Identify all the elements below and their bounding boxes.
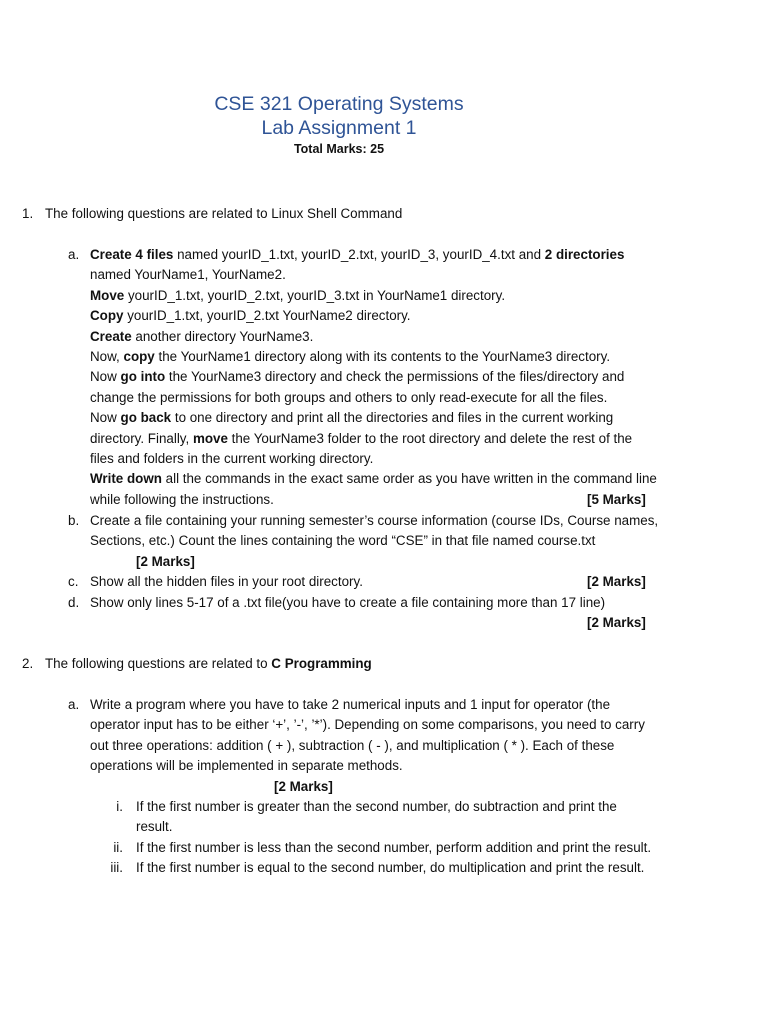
text-line: Sections, etc.) Count the lines containing the word “CSE” in that file named course.txt <box>90 533 596 549</box>
text-line: Now go back to one directory and print all the directories and files in the current working <box>90 410 614 426</box>
marks-label: [2 Marks] <box>274 778 333 794</box>
question-number: 1. <box>22 206 34 221</box>
item-label: ii. <box>113 840 123 855</box>
item-label: d. <box>68 595 80 610</box>
question-number: 2. <box>22 656 34 671</box>
question-1d <box>68 593 688 634</box>
item-label: iii. <box>110 860 123 875</box>
text-line <box>90 552 688 572</box>
question-1c <box>68 572 688 592</box>
question-text: The following questions are related to <box>45 656 272 671</box>
question-1b <box>68 511 688 572</box>
text-line: If the first number is equal to the second number, do multiplication and print the result. <box>136 860 645 875</box>
text-line: operator input has to be either ‘+’, ’-’, ’*’). Depending on some comparisons, you need to carry <box>90 717 645 733</box>
item-label: a. <box>68 247 80 262</box>
marks-label: [2 Marks] <box>587 615 646 631</box>
text-line: named YourName1, YourName2. <box>90 267 286 283</box>
question-1a <box>68 245 688 510</box>
question-2a <box>68 695 688 797</box>
text-line: Create 4 files named yourID_1.txt, yourID_2.txt, yourID_3, yourID_4.txt and 2 directories <box>90 247 625 262</box>
text-line: Show all the hidden files in your root directory. [2 Marks] <box>90 572 688 592</box>
item-label: c. <box>68 574 79 589</box>
marks-label: [2 Marks] <box>136 553 195 569</box>
question-2a-ii <box>104 838 694 858</box>
text-line: Write down all the commands in the exact same order as you have written in the command line <box>90 471 657 487</box>
question-2a-iii <box>104 858 694 878</box>
text-line <box>90 777 688 797</box>
text-line: Write a program where you have to take 2 numerical inputs and 1 input for operator (the <box>90 697 611 712</box>
question-2a-i <box>104 797 694 838</box>
course-title: CSE 321 Operating Systems <box>214 93 464 115</box>
text-line: files and folders in the current working directory. <box>90 451 374 467</box>
assignment-title: Lab Assignment 1 <box>261 117 417 139</box>
marks-label: [5 Marks] <box>587 491 646 507</box>
text-line: If the first number is greater than the second number, do subtraction and print the <box>136 799 617 814</box>
text-line: Create a file containing your running semester’s course information (course IDs, Course names, <box>90 513 659 528</box>
text-line: Show only lines 5-17 of a .txt file(you have to create a file containing more than 17 line) <box>90 595 606 610</box>
text-line: operations will be implemented in separate methods. <box>90 758 403 774</box>
text-line: directory. Finally, move the YourName3 folder to the root directory and delete the rest of the <box>90 430 633 446</box>
text-line: Copy yourID_1.txt, yourID_2.txt YourName2 directory. <box>90 308 411 324</box>
text-line: Now go into the YourName3 directory and check the permissions of the files/directory and <box>90 369 625 385</box>
question-1 <box>22 204 402 224</box>
item-label: i. <box>116 799 123 814</box>
marks-label: [2 Marks] <box>587 574 646 589</box>
text-line <box>90 613 688 633</box>
text-line: while following the instructions. [5 Marks] <box>90 490 688 510</box>
text-line: Now, copy the YourName1 directory along with its contents to the YourName3 directory. <box>90 349 611 365</box>
item-label: a. <box>68 697 80 712</box>
question-2 <box>22 654 372 674</box>
item-label: b. <box>68 513 80 528</box>
question-text: The following questions are related to Linux Shell Command <box>45 206 403 221</box>
total-marks: Total Marks: 25 <box>293 142 385 156</box>
document-title <box>0 92 678 140</box>
text-line: If the first number is less than the second number, perform addition and print the result. <box>136 840 652 855</box>
text-line: Create another directory YourName3. <box>90 328 314 344</box>
text-line: result. <box>136 819 173 835</box>
text-line: change the permissions for both groups and others to only read-execute for all the files. <box>90 389 608 405</box>
text-line: out three operations: addition ( + ), subtraction ( - ), and multiplication ( * ). Each of these <box>90 737 615 753</box>
question-topic: C Programming <box>271 656 372 671</box>
text-line: Move yourID_1.txt, yourID_2.txt, yourID_3.txt in YourName1 directory. <box>90 287 506 303</box>
